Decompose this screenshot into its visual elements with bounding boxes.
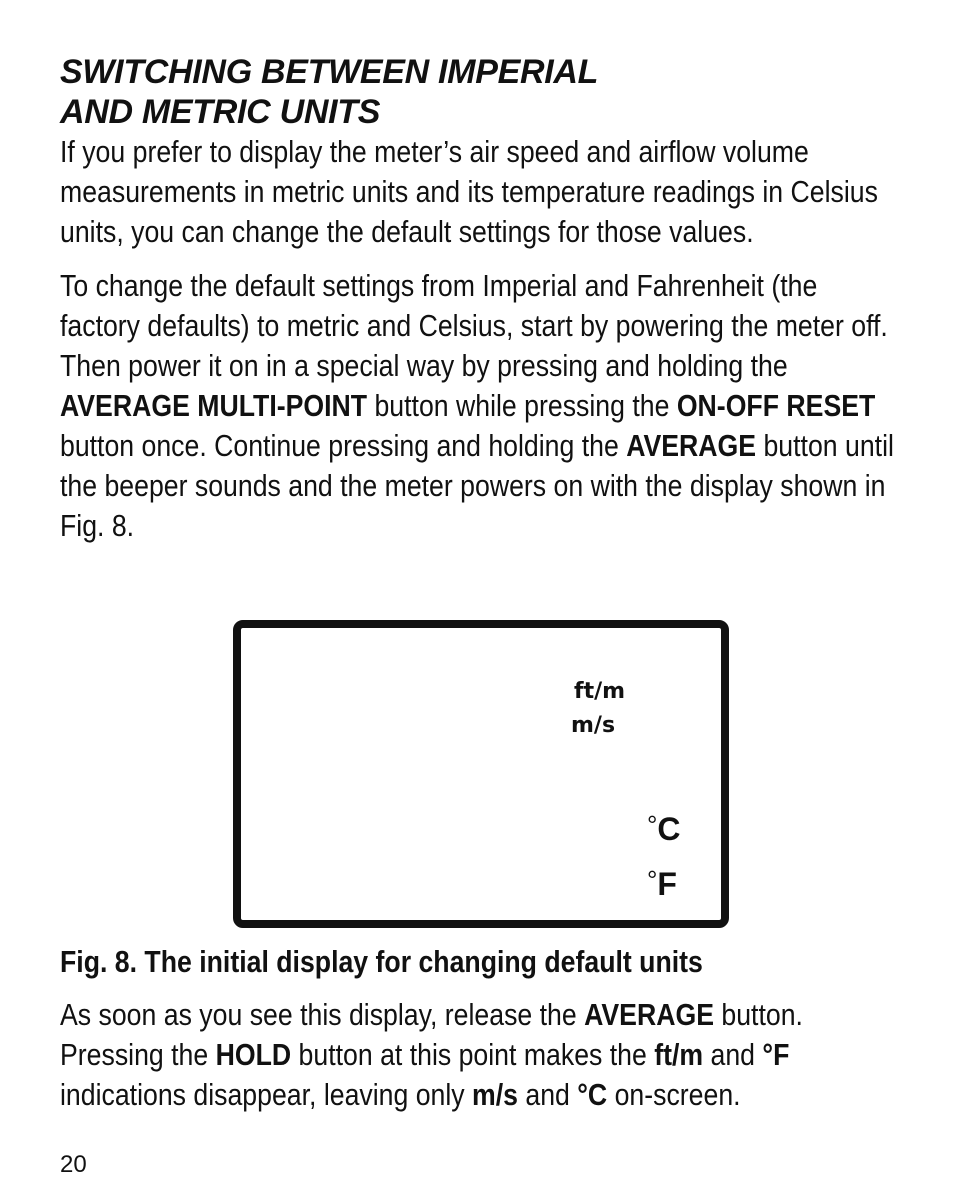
- p3-text-7: on-screen.: [607, 1077, 741, 1112]
- p2-text-1: To change the default settings from Imperial and Fahrenheit (the factory defaults) to metric and Celsius, start by powering the meter off. Then power it on in a special way by pressing and holding the: [60, 268, 888, 383]
- lcd-label-ftm: ft/m: [574, 679, 626, 704]
- p2-text-2: button while pressing the: [367, 388, 677, 423]
- lcd-label-ms: m/s: [571, 713, 616, 738]
- fahrenheit-letter: F: [657, 866, 677, 902]
- p3-bold-average: AVERAGE: [584, 997, 714, 1032]
- p2-text-4: button until the beeper sounds and the meter powers on with the display shown in Fig. 8.: [60, 428, 894, 543]
- p3-text-3: button at this point makes the: [291, 1037, 655, 1072]
- p2-bold-average: AVERAGE: [626, 428, 757, 463]
- p3-bold-degc: °C: [577, 1077, 608, 1112]
- p2-bold-average-multipoint: AVERAGE MULTI-POINT: [60, 388, 368, 423]
- p3-text-1: As soon as you see this display, release the: [60, 997, 585, 1032]
- p2-bold-onoff-reset: ON-OFF RESET: [676, 388, 876, 423]
- page-number: 20: [60, 1151, 87, 1178]
- section-heading: [60, 52, 900, 132]
- p3-text-4: and: [703, 1037, 763, 1072]
- p3-bold-ms: m/s: [472, 1077, 518, 1112]
- lcd-display-figure: [233, 620, 729, 928]
- celsius-letter: C: [657, 811, 681, 847]
- p3-bold-ftm: ft/m: [654, 1037, 704, 1072]
- p3-bold-degf: °F: [762, 1037, 790, 1072]
- heading-line-1: SWITCHING BETWEEN IMPERIAL: [60, 53, 599, 91]
- lcd-label-fahrenheit: [647, 863, 677, 901]
- degree-symbol-c: °: [647, 810, 658, 840]
- p3-bold-hold: HOLD: [215, 1037, 292, 1072]
- lcd-label-celsius: [647, 808, 681, 846]
- paragraph-followup: [60, 995, 900, 1115]
- p3-text-2: button. Pressing the: [60, 997, 803, 1072]
- paragraph-instructions: [60, 266, 900, 546]
- paragraph-intro: If you prefer to display the meter’s air speed and airflow volume measurements in metric units and its temperature readings in Celsius units, you can change the default settings for those values.: [60, 134, 878, 249]
- page-content: [60, 52, 900, 546]
- degree-symbol-f: °: [647, 865, 658, 895]
- p3-text-5: indications disappear, leaving only: [60, 1077, 473, 1112]
- heading-line-2: AND METRIC UNITS: [60, 93, 381, 131]
- p3-text-6: and: [517, 1077, 578, 1112]
- figure-caption: Fig. 8. The initial display for changing default units: [60, 944, 703, 979]
- p2-text-3: button once. Continue pressing and holding the: [60, 428, 627, 463]
